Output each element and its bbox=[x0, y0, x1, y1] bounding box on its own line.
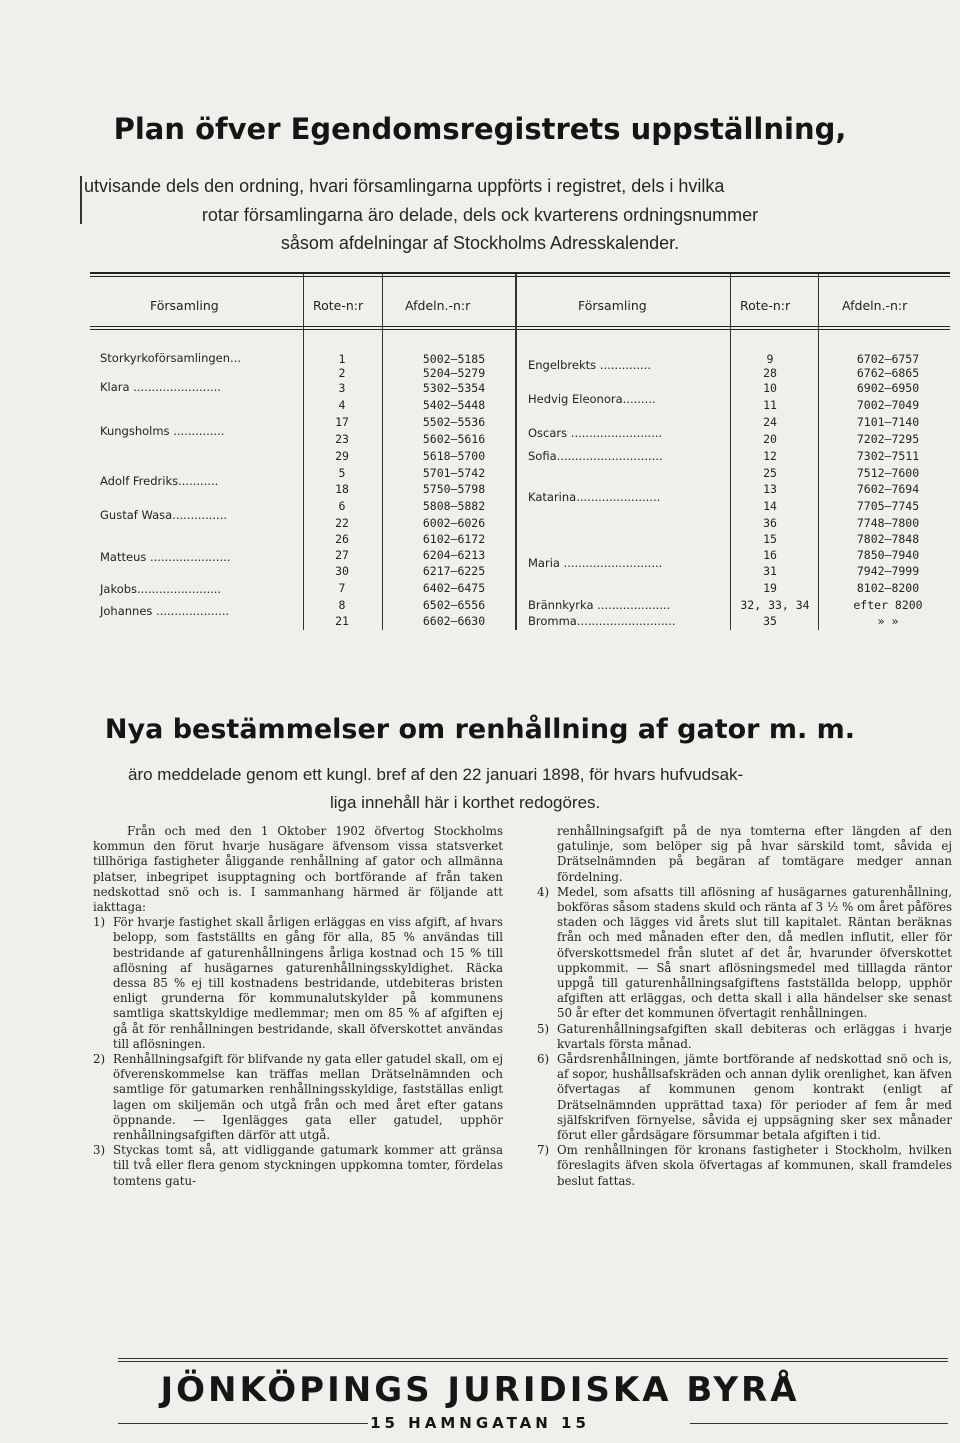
afdeln-range: 7302—7511 bbox=[856, 449, 920, 463]
rote-number: 20 bbox=[763, 432, 777, 446]
afdeln-range: 5618—5700 bbox=[422, 449, 486, 463]
afdeln-range: efter 8200 bbox=[853, 598, 923, 612]
rote-number: 8 bbox=[338, 598, 346, 612]
afdeln-range: 6002—6026 bbox=[422, 516, 486, 530]
header-afdeln-right: Afdeln.-n:r bbox=[842, 298, 908, 313]
rote-number: 9 bbox=[766, 352, 774, 366]
footer-rule bbox=[118, 1361, 948, 1362]
parish-name: Katarina....................... bbox=[528, 490, 661, 504]
item-number: 1) bbox=[93, 915, 106, 930]
rote-number: 21 bbox=[335, 614, 349, 628]
afdeln-range: 5302—5354 bbox=[422, 381, 486, 395]
rote-number: 31 bbox=[763, 564, 777, 578]
paragraph: Från och med den 1 Oktober 1902 öfvertog Stockholms kommun den förut hvarje husägare äfvensom vissa statsverket tillhöriga fastigheter åliggande renhållning af gator och allmänna platser, inbegripet isupptagning och bortförande af från taken nedskottad snö och is. I sammanhang härmed är följande att iakttaga: bbox=[93, 824, 503, 915]
parish-name: Storkyrkoförsamlingen... bbox=[100, 351, 242, 365]
col-divider bbox=[303, 274, 304, 630]
parish-name: Maria ........................... bbox=[528, 556, 663, 570]
rote-number: 10 bbox=[763, 381, 777, 395]
item-text: Styckas tomt så, att vidliggande gatumark kommer att gränsa till två eller flera genom styckningen uppkomna tomter, fördelas tomtens gatu- bbox=[113, 1143, 503, 1188]
rote-number: 24 bbox=[763, 415, 777, 429]
rote-number: 3 bbox=[338, 381, 346, 395]
item-text: Om renhållningen för kronans fastigheter i Stockholm, hvilken föreslagits äfven skola öfvertagas af kommunen, skall framdeles beslut fattas. bbox=[557, 1143, 952, 1188]
afdeln-range: 6102—6172 bbox=[422, 532, 486, 546]
item-number: 5) bbox=[537, 1021, 550, 1036]
parish-name: Gustaf Wasa............... bbox=[100, 508, 228, 522]
header-rote-right: Rote-n:r bbox=[740, 298, 791, 313]
rote-number: 36 bbox=[763, 516, 777, 530]
list-item bbox=[537, 1022, 952, 1052]
intro-line-1: utvisande dels den ordning, hvari församlingarna uppförts i registret, dels i hvilka bbox=[84, 176, 725, 196]
parish-name: Hedvig Eleonora......... bbox=[528, 392, 656, 406]
rote-number: 27 bbox=[335, 548, 349, 562]
rote-number: 16 bbox=[763, 548, 777, 562]
item-number: 4) bbox=[537, 884, 550, 899]
item-number: 6) bbox=[537, 1052, 550, 1067]
item-text: Gårdsrenhållningen, jämte bortförande af nedskottad snö och is, af sopor, hushållsafskräden och annan dylik orenlighet, kan äfven öfvertagas af kommunen genom kontrakt (enligt af Drätselnämnden upprättad taxa) för perioder af fem år med själfskrifven förnyelse, såvida ej uppsägning sker sex månader förut eller gårdsägare försummar betala afgiften i tid. bbox=[557, 1052, 952, 1143]
afdeln-range: 7705—7745 bbox=[856, 499, 920, 513]
rote-number: 13 bbox=[763, 482, 777, 496]
company-name: JÖNKÖPINGS JURIDISKA BYRÅ bbox=[160, 1370, 800, 1410]
afdeln-range: 6602—6630 bbox=[422, 614, 486, 628]
footer-rule bbox=[118, 1358, 948, 1359]
list-item bbox=[93, 1143, 503, 1189]
rote-number: 30 bbox=[335, 564, 349, 578]
table-top-rule bbox=[90, 272, 950, 274]
rote-number: 5 bbox=[338, 466, 346, 480]
afdeln-range: 7002—7049 bbox=[856, 398, 920, 412]
afdeln-range: 5808—5882 bbox=[422, 499, 486, 513]
afdeln-range: 7942—7999 bbox=[856, 564, 920, 578]
rote-number: 32, 33, 34 bbox=[740, 598, 810, 612]
parish-name: Oscars ......................... bbox=[528, 426, 663, 440]
rote-number: 26 bbox=[335, 532, 349, 546]
parish-name: Brännkyrka .................... bbox=[528, 598, 671, 612]
item-number: 3) bbox=[93, 1143, 106, 1158]
rote-number: 15 bbox=[763, 532, 777, 546]
afdeln-range: 6402—6475 bbox=[422, 581, 486, 595]
rote-number: 12 bbox=[763, 449, 777, 463]
list-item bbox=[537, 1143, 952, 1189]
table-top-rule-thin bbox=[90, 276, 950, 277]
parish-name: Jakobs....................... bbox=[100, 582, 222, 596]
parish-name: Johannes .................... bbox=[100, 604, 230, 618]
afdeln-range: 6762—6865 bbox=[856, 366, 920, 380]
parish-name: Engelbrekts .............. bbox=[528, 358, 651, 372]
afdeln-range: 7748—7800 bbox=[856, 516, 920, 530]
afdeln-range: 6702—6757 bbox=[856, 352, 920, 366]
afdeln-range: 5402—5448 bbox=[422, 398, 486, 412]
afdeln-range: 7202—7295 bbox=[856, 432, 920, 446]
page-title: Plan öfver Egendomsregistrets uppställning, bbox=[113, 112, 847, 146]
right-text-column bbox=[537, 824, 952, 1189]
col-divider bbox=[382, 274, 383, 630]
parish-name: Bromma........................... bbox=[528, 614, 676, 628]
rote-number: 14 bbox=[763, 499, 777, 513]
item-text: För hvarje fastighet skall årligen erläggas en viss afgift, af hvars belopp, som fastställts en gång för alla, 85 % användas till bestridande af gaturenhållningens årliga kostnad och 15 % till aflösning af husägarnes gaturenhållningsskyldighet. Räcka dessa 85 % ej till kostnadens bestridande, utdebiteras bristen enligt grunderna för kommunalutskylder på kommunens samtliga skattskyldige medlemmar; men om 85 % af afgiften ej gå åt för renhållningen bestridande, skall öfverskottet användas till aflösningen. bbox=[113, 915, 503, 1051]
afdeln-range: 5750—5798 bbox=[422, 482, 486, 496]
table-header-rule bbox=[90, 326, 950, 327]
header-afdeln-left: Afdeln.-n:r bbox=[405, 298, 471, 313]
list-item bbox=[537, 885, 952, 1022]
list-item bbox=[93, 1052, 503, 1143]
afdeln-range: 5204—5279 bbox=[422, 366, 486, 380]
rote-number: 18 bbox=[335, 482, 349, 496]
afdeln-range: 5502—5536 bbox=[422, 415, 486, 429]
rote-number: 35 bbox=[763, 614, 777, 628]
parish-name: Sofia............................. bbox=[528, 449, 663, 463]
rote-number: 7 bbox=[338, 581, 346, 595]
rote-number: 11 bbox=[763, 398, 777, 412]
parish-name: Adolf Fredriks........... bbox=[100, 474, 219, 488]
afdeln-range: 5602—5616 bbox=[422, 432, 486, 446]
afdeln-range: 5701—5742 bbox=[422, 466, 486, 480]
parish-name: Matteus ...................... bbox=[100, 550, 231, 564]
list-item bbox=[93, 915, 503, 1052]
parish-name: Klara ........................ bbox=[100, 380, 221, 394]
rote-number: 25 bbox=[763, 466, 777, 480]
item-number: 2) bbox=[93, 1052, 106, 1067]
afdeln-range: 7850—7940 bbox=[856, 548, 920, 562]
rote-number: 23 bbox=[335, 432, 349, 446]
item-text: Renhållningsafgift för blifvande ny gata eller gatudel skall, om ej öfverenskommelse kan träffas mellan Drätselnämnden och samtlige för gatumarken renhållningsskyldige, fastställas enligt lagen om skiljemän och utgå från och med året efter gatans öppnande. — Igenlägges gata eller gatudel, upphör renhållningsafgiften därför att utgå. bbox=[113, 1052, 503, 1143]
col-divider-center bbox=[515, 274, 517, 630]
table-header-rule-2 bbox=[90, 329, 950, 330]
afdeln-range: 8102—8200 bbox=[856, 581, 920, 595]
afdeln-range: 7802—7848 bbox=[856, 532, 920, 546]
left-text-column bbox=[93, 824, 503, 1189]
rote-number: 19 bbox=[763, 581, 777, 595]
afdeln-range: 7101—7140 bbox=[856, 415, 920, 429]
intro-line-3: såsom afdelningar af Stockholms Adresskalender. bbox=[280, 233, 680, 253]
afdeln-range: » » bbox=[877, 614, 899, 628]
afdeln-range: 7512—7600 bbox=[856, 466, 920, 480]
intro-line-2: rotar församlingarna äro delade, dels ock kvarterens ordningsnummer bbox=[201, 205, 759, 225]
rote-number: 4 bbox=[338, 398, 346, 412]
company-address: 15 HAMNGATAN 15 bbox=[370, 1414, 590, 1432]
header-parish-left: Församling bbox=[150, 298, 219, 313]
section-subheading-1: äro meddelade genom ett kungl. bref af den 22 januari 1898, för hvars hufvudsak- bbox=[128, 765, 744, 784]
afdeln-range: 6204—6213 bbox=[422, 548, 486, 562]
rote-number: 17 bbox=[335, 415, 349, 429]
rote-number: 29 bbox=[335, 449, 349, 463]
item-text: Gaturenhållningsafgiften skall debiteras och erläggas i hvarje kvartals första månad. bbox=[557, 1021, 952, 1051]
afdeln-range: 5002—5185 bbox=[422, 352, 486, 366]
header-rote-left: Rote-n:r bbox=[313, 298, 364, 313]
rote-number: 28 bbox=[763, 366, 777, 380]
rote-number: 1 bbox=[338, 352, 346, 366]
afdeln-range: 7602—7694 bbox=[856, 482, 920, 496]
col-divider bbox=[730, 274, 731, 630]
afdeln-range: 6502—6556 bbox=[422, 598, 486, 612]
item-number: 7) bbox=[537, 1143, 550, 1158]
rote-number: 2 bbox=[338, 366, 346, 380]
list-item bbox=[537, 1052, 952, 1143]
section-heading: Nya bestämmelser om renhållning af gator m. m. bbox=[104, 714, 856, 745]
afdeln-range: 6217—6225 bbox=[422, 564, 486, 578]
item-text: Medel, som afsatts till aflösning af husägarnes gaturenhållning, bokföras såsom stadens skuld och ränta af 3 ½ % om året påföres staden och lägges vid årets slut till kapitalet. Räntan beräknas från och med månaden efter den, då medlen influtit, eller för öfverskottsmedel från slutet af det år, hvarunder öfverskottet uppkommit. — Så snart aflösningsmedel med tilllagda räntor uppgå till gaturenhållningsafgiftens fastställda belopp, upphör afgiften att erläggas, och detta skall i alla händelser ske senast 50 år efter det kommunen öfvertagit renhållningen. bbox=[557, 884, 952, 1021]
col-divider bbox=[818, 274, 819, 630]
rote-number: 6 bbox=[338, 499, 346, 513]
paragraph-continuation: renhållningsafgift på de nya tomterna efter längden af den gatulinje, som belöper sig på hvar särskild tomt, såvida ej Drätselnämnden på begäran af tomtägare medger annan fördelning. bbox=[557, 824, 952, 884]
parish-name: Kungsholms .............. bbox=[100, 424, 225, 438]
afdeln-range: 6902—6950 bbox=[856, 381, 920, 395]
section-subheading-2: liga innehåll här i korthet redogöres. bbox=[330, 793, 601, 812]
header-parish-right: Församling bbox=[578, 298, 647, 313]
rote-number: 22 bbox=[335, 516, 349, 530]
